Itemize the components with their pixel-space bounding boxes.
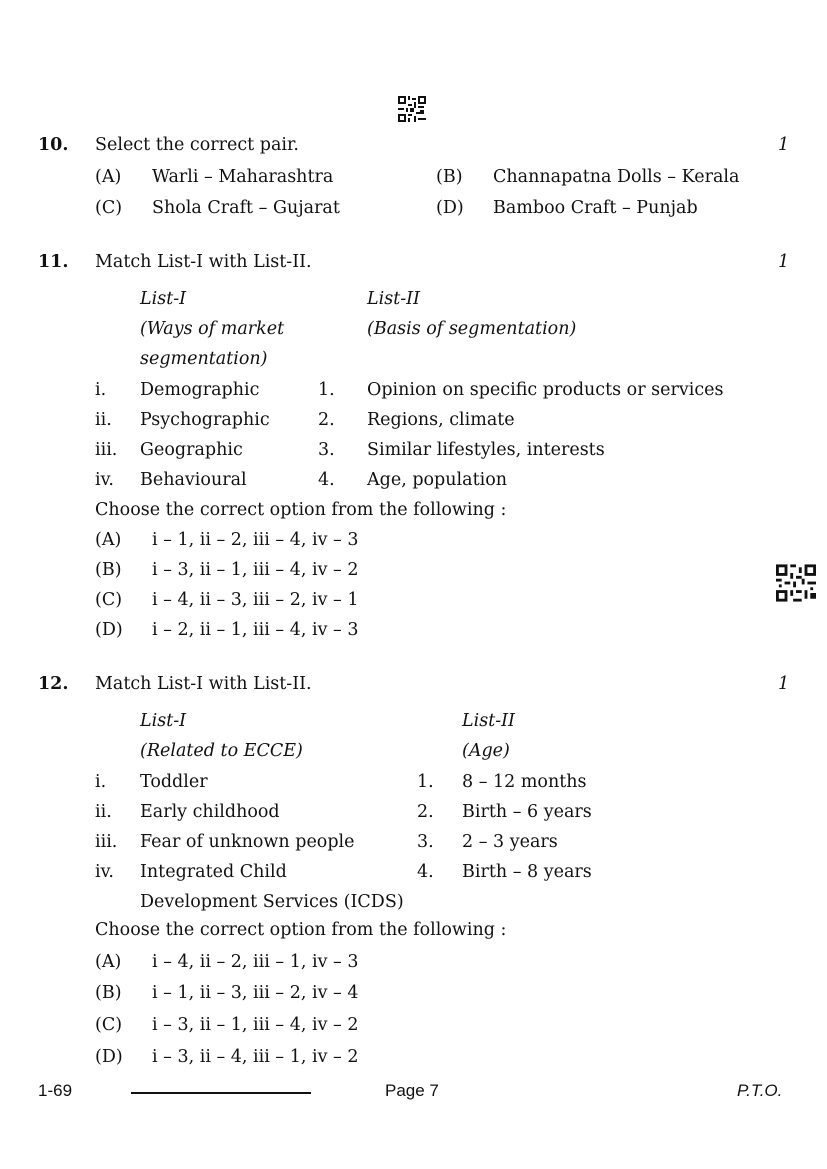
question-number: 12.: [38, 674, 69, 694]
row-roman: iii.: [95, 440, 118, 460]
row-roman: ii.: [95, 410, 112, 430]
option-text: i – 3, ii – 1, iii – 4, iv – 2: [152, 1015, 359, 1035]
row-list2: Regions, climate: [367, 410, 515, 430]
row-roman: i.: [95, 772, 107, 792]
option-text: i – 2, ii – 1, iii – 4, iv – 3: [152, 620, 359, 640]
question-marks: 1: [778, 674, 790, 694]
list2-subtitle: (Age): [462, 741, 510, 761]
list1-subtitle: (Ways of market: [140, 319, 285, 339]
row-list1: Early childhood: [140, 802, 280, 822]
option-label: (D): [95, 1047, 123, 1067]
list2-subtitle: (Basis of segmentation): [367, 319, 577, 339]
page-number: Page 7: [385, 1081, 439, 1100]
row-roman: ii.: [95, 802, 112, 822]
option-text: Shola Craft – Gujarat: [152, 198, 340, 218]
option-text: i – 1, ii – 2, iii – 4, iv – 3: [152, 530, 359, 550]
row-list2: Similar lifestyles, interests: [367, 440, 605, 460]
row-roman: i.: [95, 380, 107, 400]
option-text: i – 1, ii – 3, iii – 2, iv – 4: [152, 983, 359, 1003]
row-list1: Toddler: [140, 772, 208, 792]
choose-instruction: Choose the correct option from the following :: [95, 920, 507, 940]
row-list2: 2 – 3 years: [462, 832, 558, 852]
row-num: 3.: [318, 440, 335, 460]
row-num: 3.: [417, 832, 434, 852]
list2-title: List-II: [462, 711, 515, 731]
question-text: Match List-I with List-II.: [95, 252, 312, 272]
row-list1: Geographic: [140, 440, 243, 460]
row-num: 2.: [417, 802, 434, 822]
option-label: (B): [95, 560, 122, 580]
option-text: Channapatna Dolls – Kerala: [493, 167, 740, 187]
option-label: (D): [95, 620, 123, 640]
row-list2: Age, population: [367, 470, 507, 490]
footer-divider: [131, 1092, 311, 1094]
option-label: (C): [95, 590, 123, 610]
row-list2: Opinion on specific products or services: [367, 380, 724, 400]
question-number: 11.: [38, 252, 69, 272]
row-num: 2.: [318, 410, 335, 430]
option-text: Warli – Maharashtra: [152, 167, 334, 187]
list1-subtitle: (Related to ECCE): [140, 741, 303, 761]
row-list2: Birth – 6 years: [462, 802, 592, 822]
option-label: (B): [95, 983, 122, 1003]
option-text: i – 4, ii – 3, iii – 2, iv – 1: [152, 590, 359, 610]
choose-instruction: Choose the correct option from the following :: [95, 500, 507, 520]
option-label: (B): [436, 167, 463, 187]
option-label: (A): [95, 952, 122, 972]
list1-title: List-I: [140, 289, 187, 309]
row-roman: iv.: [95, 862, 114, 882]
top-qr-code-icon: [398, 96, 426, 122]
option-label: (C): [95, 198, 123, 218]
option-label: (D): [436, 198, 464, 218]
list1-subtitle: segmentation): [140, 349, 268, 369]
row-list1: Psychographic: [140, 410, 270, 430]
row-list1: Demographic: [140, 380, 260, 400]
row-num: 1.: [318, 380, 335, 400]
row-roman: iv.: [95, 470, 114, 490]
footer-code: 1-69: [38, 1081, 73, 1100]
option-text: i – 3, ii – 4, iii – 1, iv – 2: [152, 1047, 359, 1067]
row-list1: Behavioural: [140, 470, 247, 490]
row-roman: iii.: [95, 832, 118, 852]
pto-label: P.T.O.: [737, 1081, 783, 1100]
option-label: (A): [95, 530, 122, 550]
row-list1-continuation: Development Services (ICDS): [140, 892, 404, 912]
question-text: Select the correct pair.: [95, 135, 299, 155]
option-text: Bamboo Craft – Punjab: [493, 198, 698, 218]
row-list1: Fear of unknown people: [140, 832, 355, 852]
question-marks: 1: [778, 135, 790, 155]
question-text: Match List-I with List-II.: [95, 674, 312, 694]
list2-title: List-II: [367, 289, 420, 309]
option-label: (A): [95, 167, 122, 187]
row-num: 4.: [417, 862, 434, 882]
option-text: i – 3, ii – 1, iii – 4, iv – 2: [152, 560, 359, 580]
list1-title: List-I: [140, 711, 187, 731]
row-num: 4.: [318, 470, 335, 490]
question-marks: 1: [778, 252, 790, 272]
question-number: 10.: [38, 135, 69, 155]
option-text: i – 4, ii – 2, iii – 1, iv – 3: [152, 952, 359, 972]
row-list2: Birth – 8 years: [462, 862, 592, 882]
row-list2: 8 – 12 months: [462, 772, 587, 792]
side-qr-code-icon: [776, 564, 816, 602]
row-list1: Integrated Child: [140, 862, 287, 882]
row-num: 1.: [417, 772, 434, 792]
option-label: (C): [95, 1015, 123, 1035]
